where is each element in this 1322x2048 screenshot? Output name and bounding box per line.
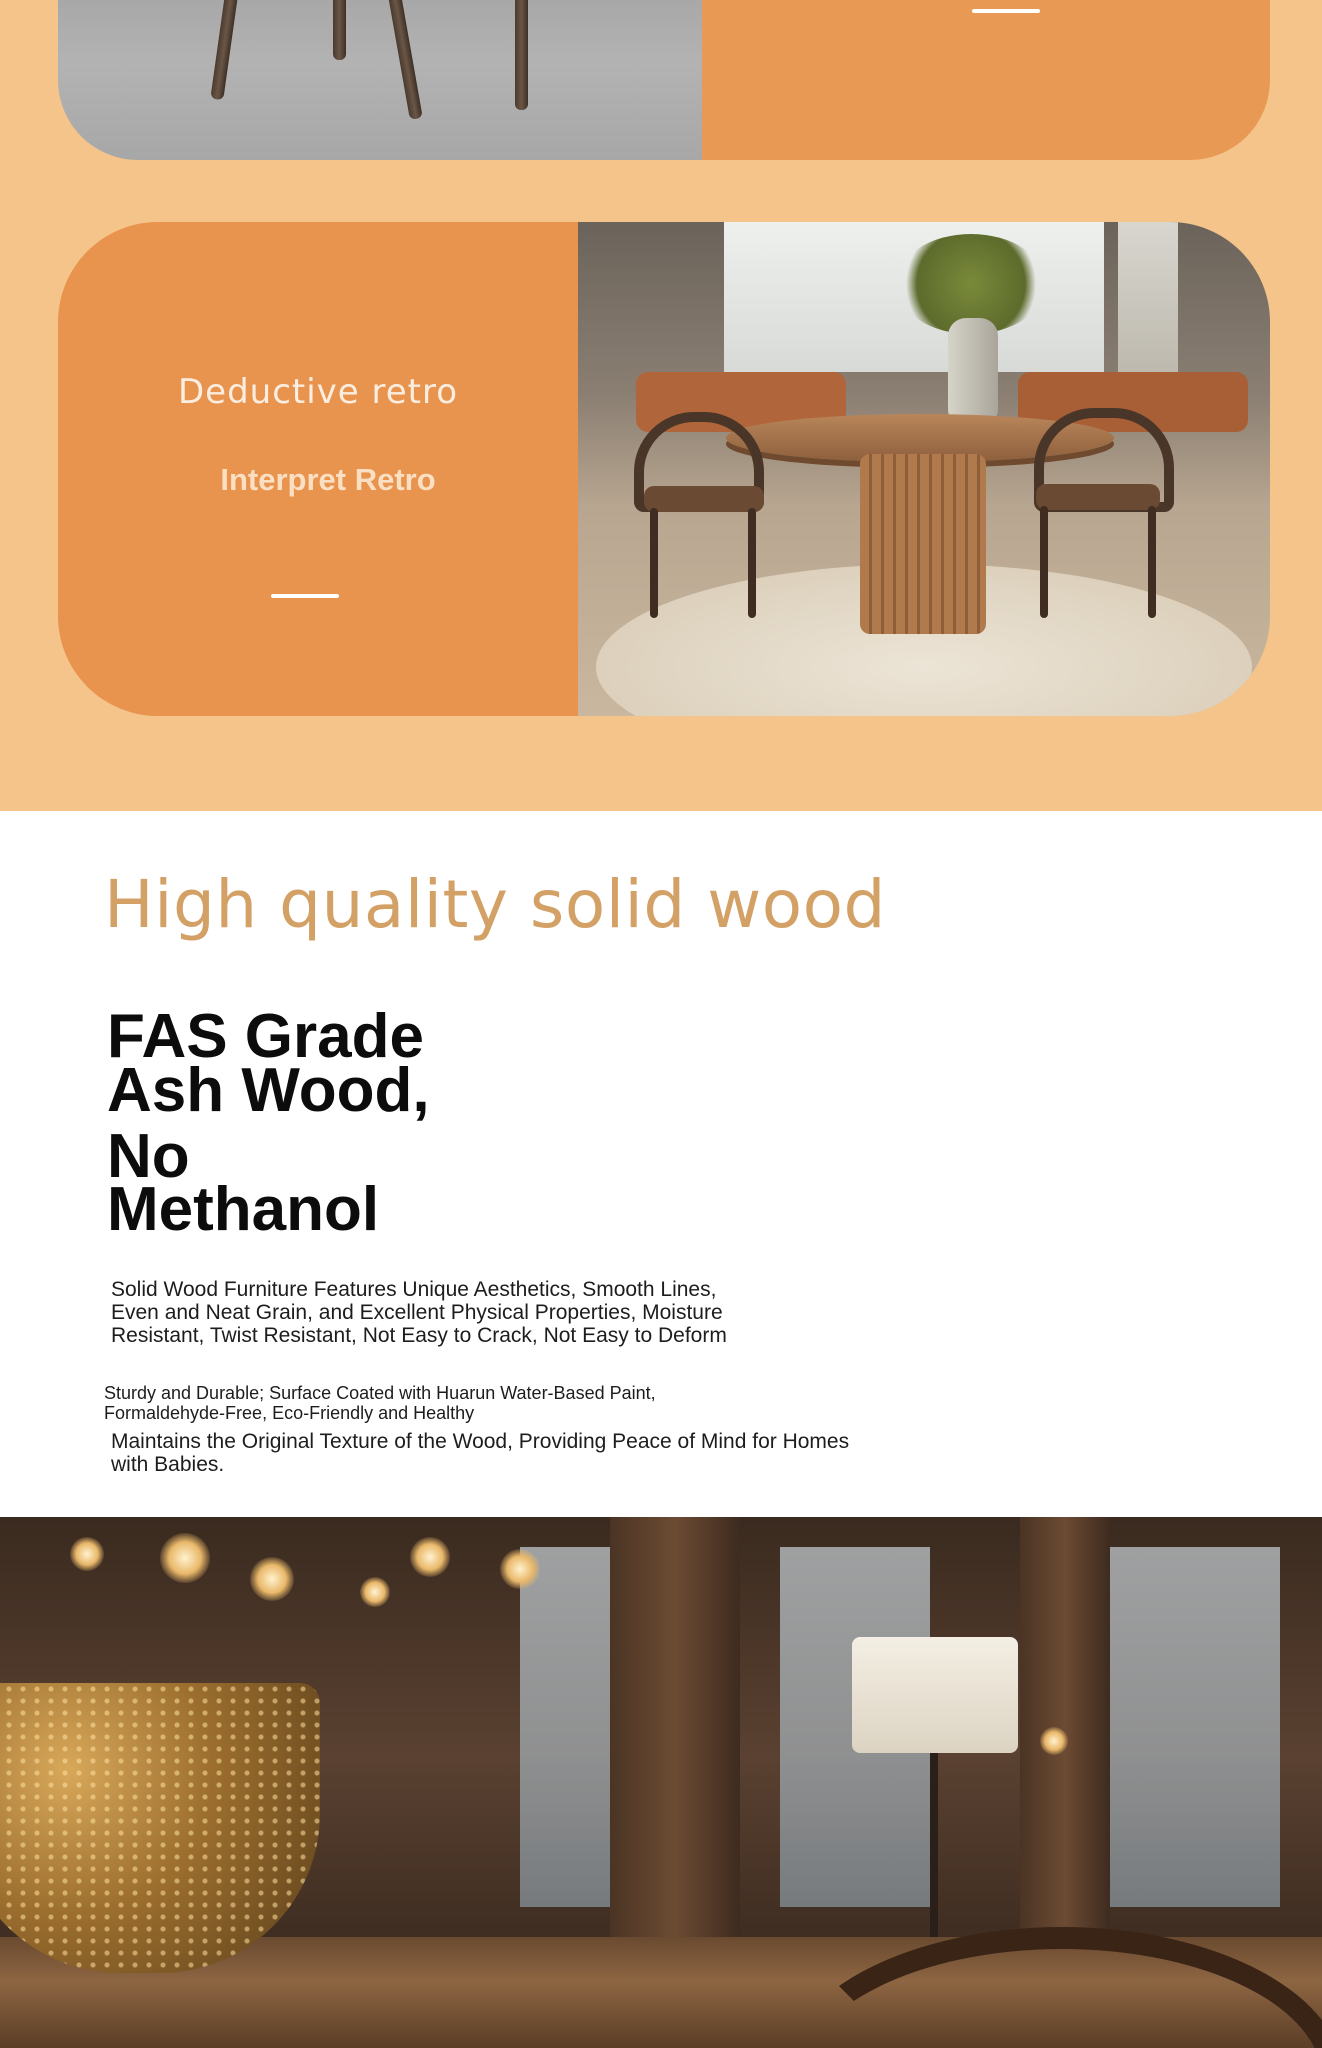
heading-line-4: Methanol xyxy=(107,1175,380,1244)
interior-photo xyxy=(0,1517,1322,2048)
divider-line xyxy=(972,9,1040,13)
heading-line-2: Ash Wood, xyxy=(107,1056,430,1125)
section-title: High quality solid wood xyxy=(104,866,886,943)
heading-line-1: FAS Grade xyxy=(107,1002,424,1071)
chair-legs-photo xyxy=(58,0,702,160)
card-subtitle: Interpret Retro xyxy=(220,462,436,497)
feature-paragraph-2: Sturdy and Durable; Surface Coated with Huarun Water-Based Paint, Formaldehyde-Free, Eco-Friendly and Healthy xyxy=(104,1383,656,1423)
retro-card-panel xyxy=(58,222,578,716)
feature-paragraph-1: Solid Wood Furniture Features Unique Aesthetics, Smooth Lines, Even and Neat Grain, and Excellent Physical Properties, Moisture Resistant, Twist Resistant, Not Easy to Crack, Not Easy to Deform xyxy=(111,1278,727,1347)
card-title: Deductive retro xyxy=(177,372,459,412)
retro-card xyxy=(58,222,1270,716)
feature-paragraph-3: Maintains the Original Texture of the Wood, Providing Peace of Mind for Homes with Babies. xyxy=(111,1430,850,1476)
chair-card xyxy=(58,0,1270,160)
chair-card-panel xyxy=(702,0,1270,160)
heading-line-3: No xyxy=(107,1122,190,1191)
dining-room-photo xyxy=(578,222,1270,716)
divider-line xyxy=(271,594,339,598)
